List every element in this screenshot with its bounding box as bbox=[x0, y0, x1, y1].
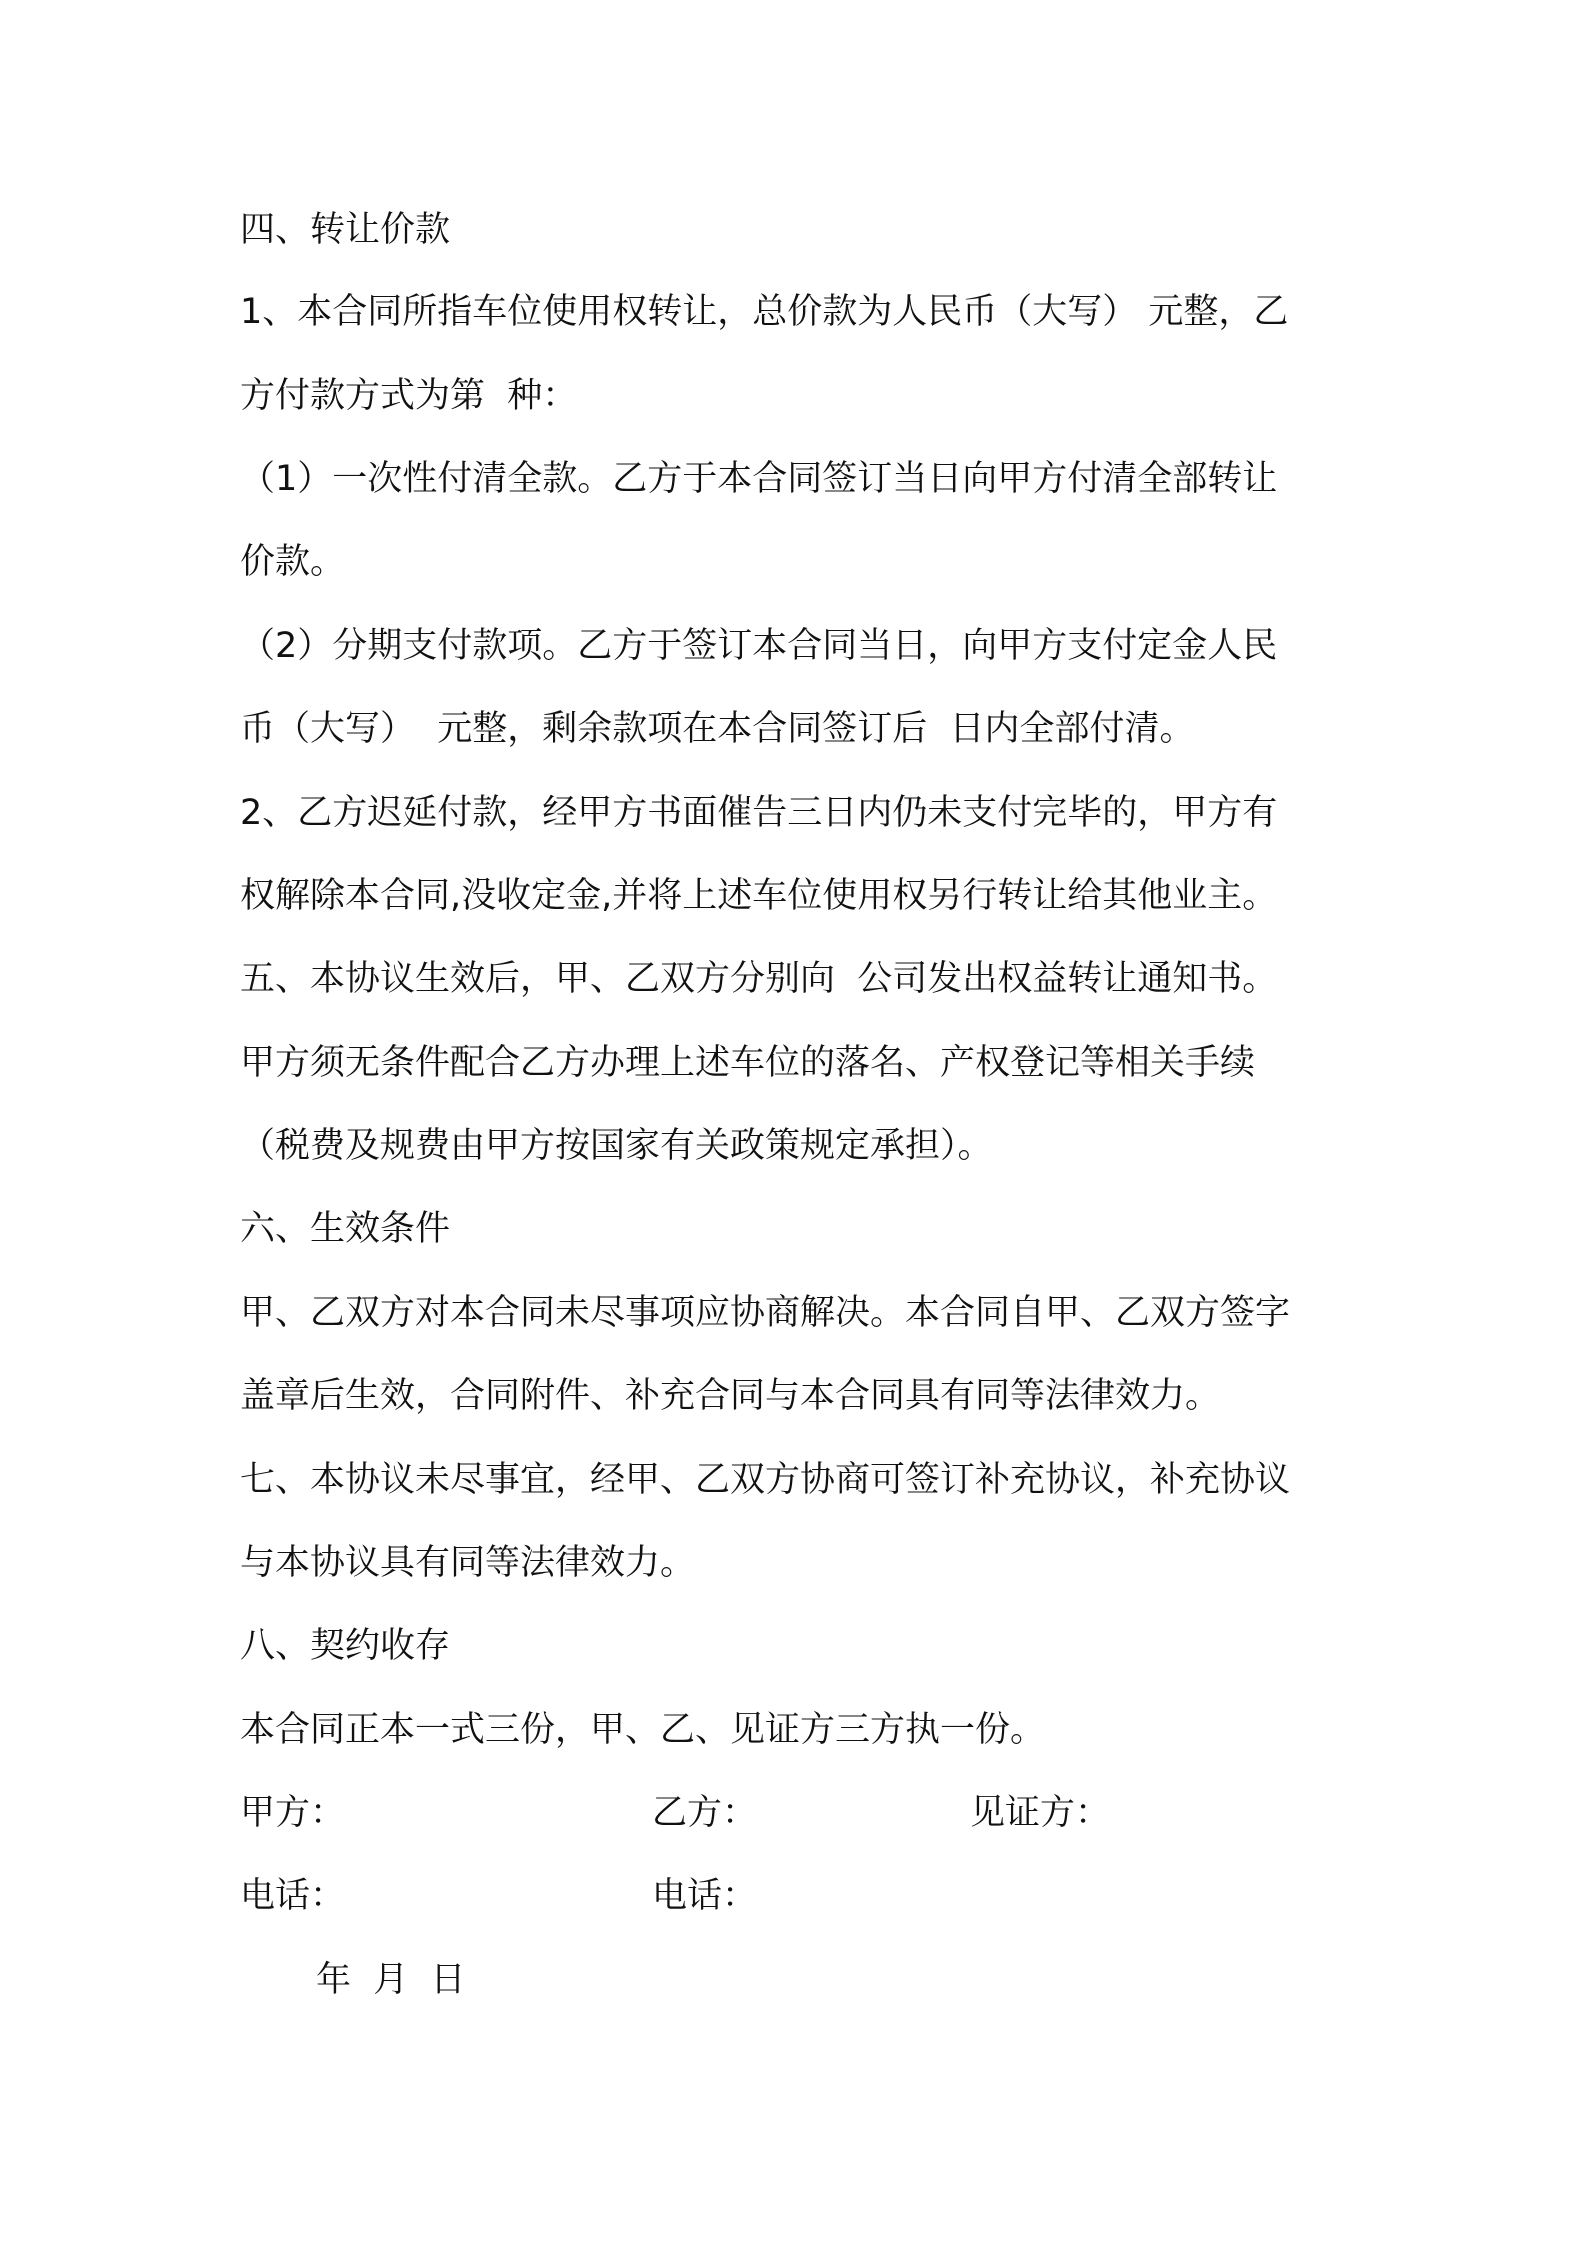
section-heading-effect: 五、本协议生效后，甲、乙双方分别向 公司发出权益转让通知书。 bbox=[240, 959, 1278, 999]
party-b-label: 乙方： bbox=[652, 1793, 758, 1833]
paragraph-line: 1、本合同所指车位使用权转让，总价款为人民币（大写） 元整，乙 bbox=[240, 292, 1289, 332]
party-a-label: 甲方： bbox=[240, 1793, 346, 1833]
paragraph-line: 方付款方式为第 种： bbox=[240, 376, 578, 416]
paragraph-line: 盖章后生效，合同附件、补充合同与本合同具有同等法律效力。 bbox=[240, 1376, 1221, 1416]
section-heading-transfer-price: 四、转让价款 bbox=[240, 210, 451, 250]
paragraph-line: 2、乙方迟延付款，经甲方书面催告三日内仍未支付完毕的，甲方有 bbox=[240, 793, 1278, 833]
paragraph-line: （2）分期支付款项。乙方于签订本合同当日，向甲方支付定金人民 bbox=[240, 626, 1278, 666]
date-line: 年 月 日 bbox=[316, 1960, 466, 2000]
section-heading-supplement: 七、本协议未尽事宜，经甲、乙双方协商可签订补充协议，补充协议 bbox=[240, 1460, 1291, 1500]
paragraph-line: 价款。 bbox=[240, 542, 346, 582]
witness-label: 见证方： bbox=[970, 1793, 1111, 1833]
phone-b-label: 电话： bbox=[652, 1876, 758, 1916]
section-heading-conditions: 六、生效条件 bbox=[240, 1209, 451, 1249]
paragraph-line: 权解除本合同,没收定金,并将上述车位使用权另行转让给其他业主。 bbox=[240, 876, 1278, 916]
paragraph-line: 与本协议具有同等法律效力。 bbox=[240, 1543, 696, 1583]
paragraph-line: 币（大写） 元整，剩余款项在本合同签订后 日内全部付清。 bbox=[240, 709, 1195, 749]
paragraph-line: 甲、乙双方对本合同未尽事项应协商解决。本合同自甲、乙双方签字 bbox=[240, 1293, 1291, 1333]
paragraph-line: 甲方须无条件配合乙方办理上述车位的落名、产权登记等相关手续 bbox=[240, 1043, 1256, 1083]
paragraph-line: 本合同正本一式三份，甲、乙、见证方三方执一份。 bbox=[240, 1710, 1046, 1750]
paragraph-line: （税费及规费由甲方按国家有关政策规定承担）。 bbox=[240, 1126, 993, 1166]
paragraph-line: （1）一次性付清全款。乙方于本合同签订当日向甲方付清全部转让 bbox=[240, 459, 1278, 499]
section-heading-storage: 八、契约收存 bbox=[240, 1626, 451, 1666]
phone-a-label: 电话： bbox=[240, 1876, 346, 1916]
